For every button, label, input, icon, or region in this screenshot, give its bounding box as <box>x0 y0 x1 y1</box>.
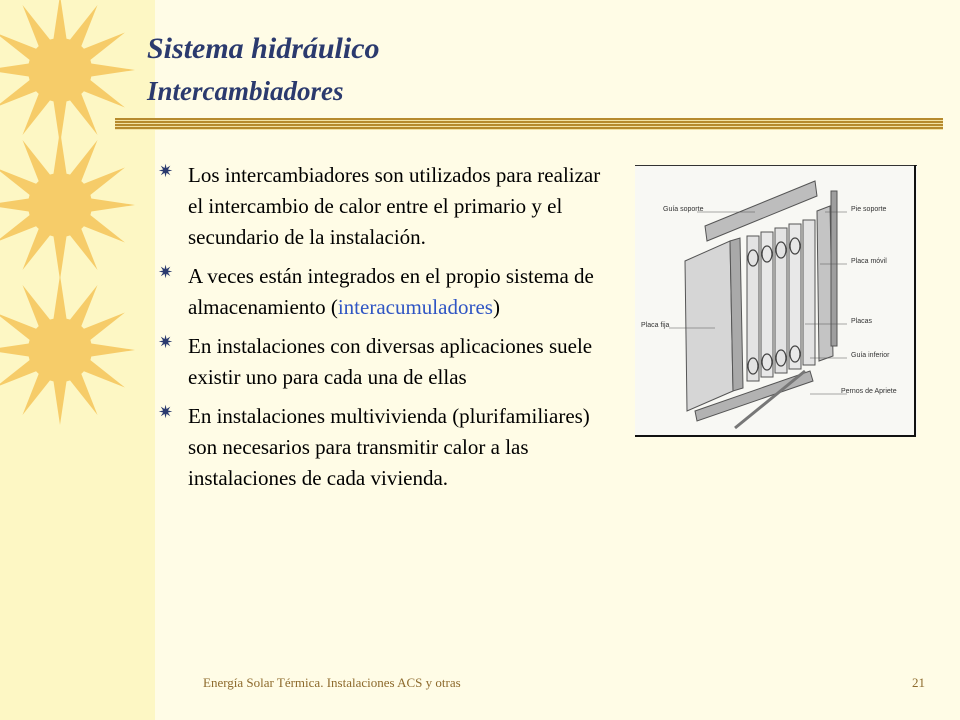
bullet-text: Los intercambiadores son utilizados para realizar el intercambio de calor entre el primario y el secundario de la instalación. <box>188 163 601 249</box>
label-placa-movil: Placa móvil <box>851 258 887 265</box>
heat-exchanger-figure <box>635 165 917 436</box>
slide-subtitle: Intercambiadores <box>147 76 344 106</box>
figure-border-right <box>914 165 916 437</box>
star-bullet-icon: ✷ <box>158 332 174 353</box>
bullet-item <box>158 160 618 253</box>
sun-icon <box>0 125 140 285</box>
bullet-text <box>188 261 618 323</box>
bullet-item <box>158 331 618 393</box>
label-placa-fija: Placa fija <box>641 322 670 329</box>
label-placas: Placas <box>851 318 873 325</box>
interacumuladores-link[interactable]: interacumuladores <box>337 295 493 319</box>
label-guia-inferior: Guía inferior <box>851 352 890 359</box>
figure-border-bottom <box>635 435 916 437</box>
bullet-text-start: A veces están integrados en el propio sistema de almacenamiento ( <box>188 264 594 319</box>
star-bullet-icon: ✷ <box>158 161 174 182</box>
page-number: 21 <box>912 675 925 690</box>
star-bullet-icon: ✷ <box>158 402 174 423</box>
title-divider <box>115 118 943 130</box>
label-pie-soporte: Pie soporte <box>851 206 887 213</box>
bullet-text-end: ) <box>492 295 500 319</box>
label-guia-soporte: Guía soporte <box>663 206 704 213</box>
slide-title: Sistema hidráulico <box>147 32 380 65</box>
label-pernos: Pernos de Apriete <box>841 388 897 395</box>
bullet-text: En instalaciones con diversas aplicaciones suele existir uno para cada una de ellas <box>188 334 593 389</box>
footer-text: Energía Solar Térmica. Instalaciones ACS y otras <box>203 675 461 690</box>
bullet-list <box>158 160 618 502</box>
bullet-item <box>158 401 618 494</box>
sun-icon <box>0 270 140 430</box>
bullet-item <box>158 261 618 323</box>
bullet-text: En instalaciones multivivienda (plurifamiliares) son necesarios para transmitir calor a las instalaciones de cada vivienda. <box>188 404 590 490</box>
star-bullet-icon: ✷ <box>158 262 174 283</box>
